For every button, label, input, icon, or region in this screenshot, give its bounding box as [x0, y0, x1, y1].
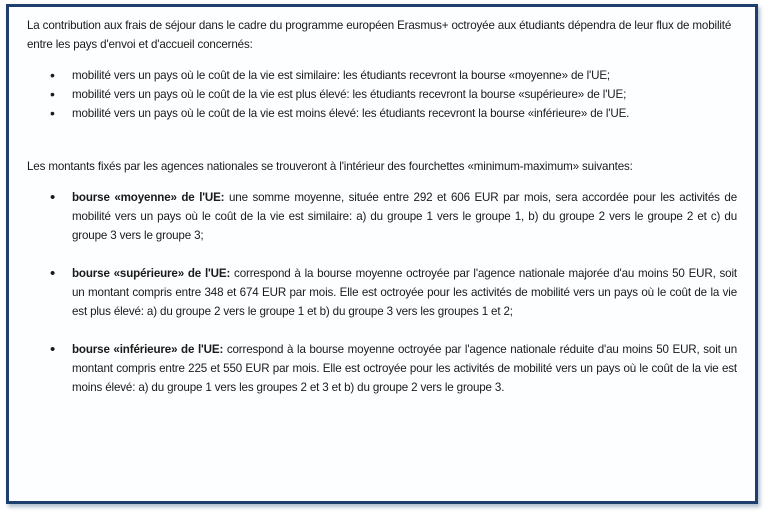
- document-frame: [6, 4, 758, 504]
- mobility-list: [27, 66, 737, 123]
- grant-term: bourse «inférieure» de l'UE:: [72, 343, 224, 356]
- grant-item-average: [27, 188, 737, 245]
- grant-list: [27, 188, 737, 397]
- document-body: [27, 16, 737, 416]
- grant-description: une somme moyenne, située entre 292 et 606 EUR par mois, sera accordée pour les activités de mobilité vers un pays où le coût de la vie est similaire: a) du groupe 1 vers le groupe 1, b) du groupe 2 vers le groupe 2 et c) du groupe 3 vers le groupe 3;: [72, 191, 738, 242]
- grant-item-higher: [27, 264, 737, 321]
- mobility-item-lower: • mobilité vers un pays où le coût de la vie est moins élevé: les étudiants recevront la bourse «inférieure» de l'UE.: [27, 104, 737, 123]
- mobility-item-similar: • mobilité vers un pays où le coût de la vie est similaire: les étudiants recevront la bourse «moyenne» de l'UE;: [27, 66, 737, 85]
- grant-term: bourse «supérieure» de l'UE:: [72, 267, 231, 280]
- grant-description: correspond à la bourse moyenne octroyée par l'agence nationale réduite d'au moins 50 EUR, soit un montant compris entre 225 et 550 EUR par mois. Elle est octroyée pour les activités de mobilité vers un pays où le coût de la vie est moins élevé: a) du groupe 1 vers les groupes 2 et 3 et b) du groupe 2 vers le groupe 3.: [72, 343, 738, 394]
- amounts-paragraph: Les montants fixés par les agences nationales se trouveront à l'intérieur des fourchettes «minimum-maximum» suivantes:: [27, 160, 633, 173]
- grant-description: correspond à la bourse moyenne octroyée par l'agence nationale majorée d'au moins 50 EUR, soit un montant compris entre 348 et 674 EUR par mois. Elle est octroyée pour les activités de mobilité vers un pays où le coût de la vie est plus élevé: a) du groupe 2 vers le groupe 1 et b) du groupe 3 vers les groupes 1 et 2;: [72, 267, 737, 318]
- mobility-item-higher: • mobilité vers un pays où le coût de la vie est plus élevé: les étudiants recevront la bourse «supérieure» de l'UE;: [27, 85, 737, 104]
- intro-paragraph: La contribution aux frais de séjour dans le cadre du programme européen Erasmus+ octroyée aux étudiants dépendra de leur flux de mobilité entre les pays d'envoi et d'accueil concernés:: [27, 19, 732, 51]
- grant-item-lower: [27, 340, 737, 397]
- grant-term: bourse «moyenne» de l'UE:: [72, 191, 225, 204]
